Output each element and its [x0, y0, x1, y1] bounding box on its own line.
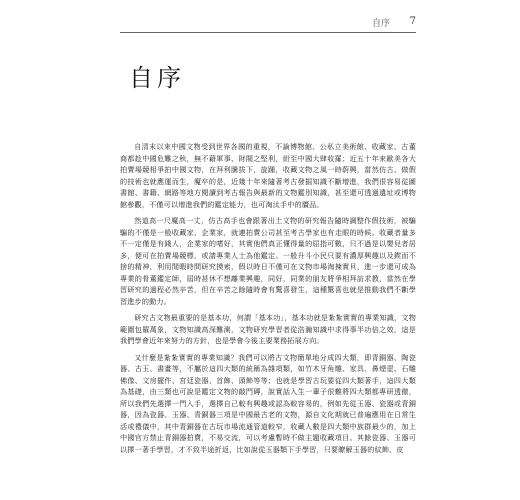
paragraph: 然道高一尺魔高一丈，仿古高手也會跟著出土文物的研究報告隨時調整作假技術，被騙騙的不僅是一般收藏家、企業家，就連拍賣公司甚至考古學家也有走眼的時候。收藏者量多不一定僅是有錢人，企業家的嗜好，其實他們真正懂得量的屈指可數，只不過是以嬰兒者居多，便可在拍賣場競標，或請專業人士為他鑑定。一般升斗小民只要有濃厚興趣以及鍥而不捨的精神，利用閒暇時間研究摸索，假以時日不僅可在文物市場淘揀實貝，進一步還可成為專業的骨董鑑定師，屆時甚休不想離業興趣，同好，同業的朋友將爭相拜訪求教，當然在學習研究的過程必然辛苦，但在辛苦之餘隨時會有驚喜發生，這種驚喜也就是推動我們不斷學習進步的動力。	[120, 216, 416, 306]
paragraph: 研究古文物最重要的是基本功，何謂「基本功」，基本功就是紮紮實實的專業知識，文物範圍包羅萬象，文物知識高深難測，文物研究學習者從浩瀚知識中求得事半功倍之效，這是我們學會近年來努力的方針，也是學會今後主要業務拓展方向。	[120, 313, 416, 345]
paragraph: 自清末以來中國文物受到世界各國的重視，不論博物館、公私立美術館、收藏家、古董商都趁中國危難之秋，無不藉軍事、財閥之堅利，紛至中國大肆收羅；近五十年來歐美各大拍賣場競相爭拍中國文物，在拜利騰拔下，旋踵，收藏文物之風一時蔚興，當然仿古、做假的技術也就應運而生，魔卒的是，近幾十年來隨著考古發掘知識不斷增進，我們很容易從圖書館、書籍、網路等地方閱讀到考古報告與最新的文物鑑別知識，甚至還可透過遺址或博物館參觀，不僅可以增進我們的鑑定能力，也可淘汰手中的贗品。	[120, 142, 416, 209]
body-text	[120, 141, 416, 460]
chapter-title: 自序	[129, 64, 185, 92]
paragraph: 又什麼是紮紮實實的專業知識？我們可以將古文物簡單地分成四大類，即青銅器、陶瓷器、古玉、書畫等，不屬於這四大類的統稱為雜項類，如竹木牙角雕、家具、鼻煙壺、石雕佛像、文房擺件、宮廷瓷器、首飾、頭飾等等；也就是學習古玩要從四大類著手，這四大類為基礎，由三類也可說是鑑定文物的敲門磚，說實話入生一輩子很難將四大類都專研透徹，所以我們先選擇一門入手，選擇自己較有興趣或認為較容易的，例如先從玉器、瓷器或青銅器，因為瓷器、玉器、青銅器三項是中國最古老的文物，源自文化期就已普遍應用在日常生活或禮儀中，其中青銅器在古玩市場流通管道較窄，收藏人數是四大類中族群最少的，加上中國官方禁止青銅器拍賣，不易交流，可以考慮暫時不做主題收藏項目。其餘瓷器、玉器可以擇一著手學習，才不致半途折返，比如說從玉器類下手學習，只要瞭解玉器的紋飾、皮	[120, 352, 416, 454]
header-rule	[120, 32, 416, 33]
running-title: 自序	[371, 19, 390, 29]
page-number: 7	[409, 16, 416, 27]
running-header	[120, 16, 416, 30]
